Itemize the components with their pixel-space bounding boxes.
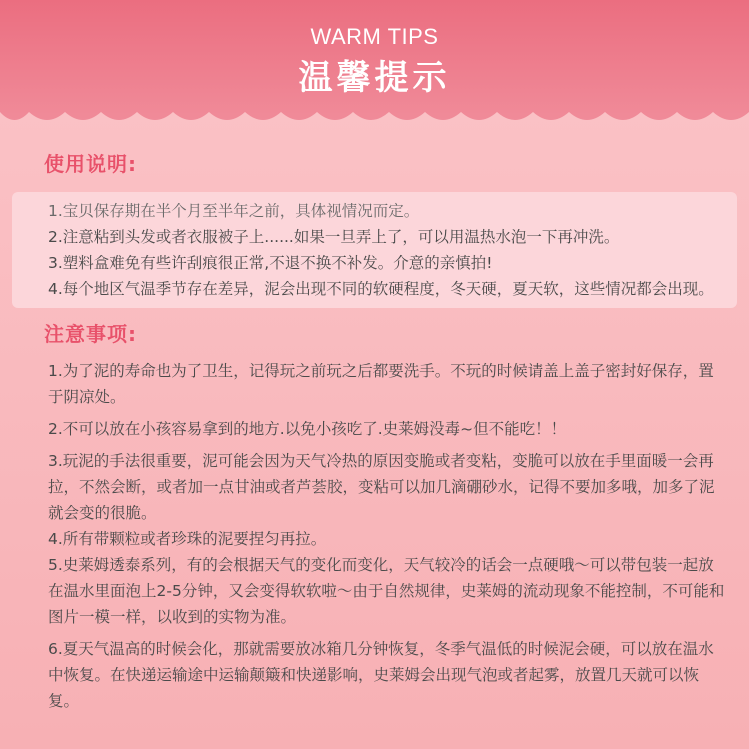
usage-box xyxy=(12,192,737,308)
usage-item: 3.塑料盒难免有些许刮痕很正常,不退不换不补发。介意的亲慎拍! xyxy=(48,254,493,272)
notes-list xyxy=(12,358,737,714)
notes-item: 5.史莱姆透泰系列，有的会根据天气的变化而变化，天气较冷的话会一点硬哦～可以带包装一起放在温水里面泡上2-5分钟，又会变得软软啦～由于自然规律，史莱姆的流动现象不能控制，不可能和图片一模一样，以收到的实物为准。 xyxy=(48,556,725,626)
usage-item: 4.每个地区气温季节存在差异，泥会出现不同的软硬程度，冬天硬，夏天软，这些情况都会出现。 xyxy=(48,280,714,298)
notes-item: 1.为了泥的寿命也为了卫生，记得玩之前玩之后都要洗手。不玩的时候请盖上盖子密封好保存，置于阴凉处。 xyxy=(48,362,714,406)
header-banner xyxy=(0,0,749,135)
header-english-title: WARM TIPS xyxy=(310,24,439,49)
usage-item: 2.注意粘到头发或者衣服被子上......如果一旦弄上了，可以用温热水泡一下再冲洗。 xyxy=(48,228,620,246)
notes-section-title: 注意事项: xyxy=(44,322,137,346)
notes-item: 4.所有带颗粒或者珍珠的泥要捏匀再拉。 xyxy=(48,530,327,548)
main-content xyxy=(0,140,749,714)
usage-item: 1.宝贝保存期在半个月至半年之前，具体视情况而定。 xyxy=(48,202,420,220)
notes-item: 2.不可以放在小孩容易拿到的地方.以免小孩吃了.史莱姆没毒~但不能吃！！ xyxy=(48,420,567,438)
notes-item: 6.夏天气温高的时候会化，那就需要放冰箱几分钟恢复，冬季气温低的时候泥会硬，可以放在温水中恢复。在快递运输途中运输颠簸和快递影响，史莱姆会出现气泡或者起雾，放置几天就可以恢复。 xyxy=(48,640,714,710)
notes-item: 3.玩泥的手法很重要，泥可能会因为天气冷热的原因变脆或者变粘，变脆可以放在手里面暖一会再拉，不然会断，或者加一点甘油或者芦荟胶，变粘可以加几滴硼砂水，记得不要加多哦，加多了泥就会变的很脆。 xyxy=(48,452,715,522)
header-chinese-title: 温馨提示 xyxy=(298,58,451,98)
usage-section-title: 使用说明: xyxy=(44,152,137,176)
